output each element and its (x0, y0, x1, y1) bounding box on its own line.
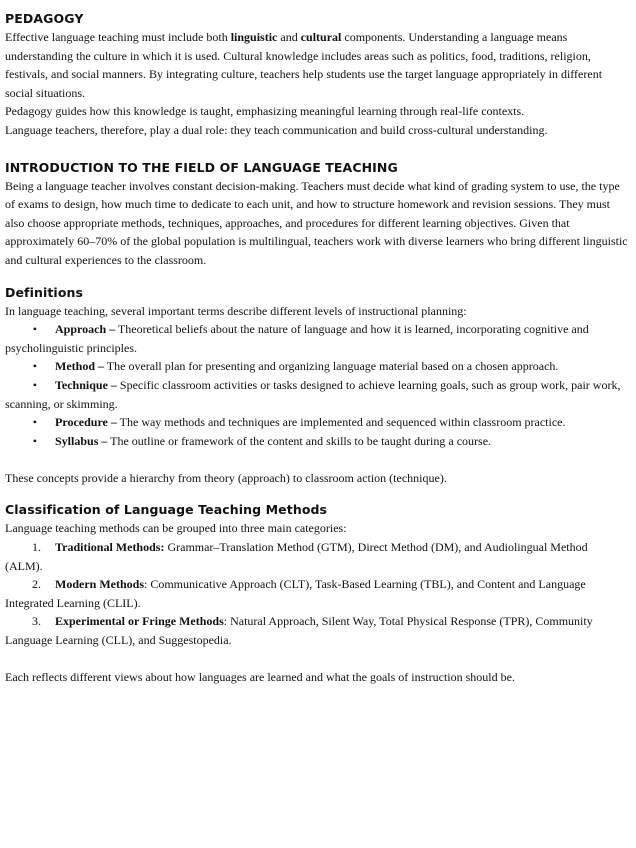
definition-term: Technique – (55, 377, 117, 392)
pedagogy-paragraph-3: Language teachers, therefore, play a dual role: they teach communication and build cross-cultural understanding. (5, 122, 548, 137)
introduction-paragraph: Being a language teacher involves constant decision-making. Teachers must decide what kind of grading system to use, the type of exams to design, how much time to dedicate to each unit, and how to structure homework and revision sessions. They must also choose appropriate methods, techniques, approaches, and procedures for different learning objectives. Given that approximately 60–70% of the global population is multilingual, teachers work with diverse learners who bring different linguistic and cultural experiences to the classroom. (5, 178, 628, 267)
definitions-intro: In language teaching, several important terms describe different levels of instructional planning: (5, 303, 467, 318)
pedagogy-paragraph-2: Pedagogy guides how this knowledge is taught, emphasizing meaningful learning through real-life contexts. (5, 104, 525, 119)
definition-text: The way methods and techniques are implemented and sequenced within classroom practice. (116, 415, 566, 430)
definition-item (5, 376, 628, 413)
definition-item (5, 413, 628, 432)
classification-intro: Language teaching methods can be grouped into three main categories: (5, 521, 347, 536)
classification-text: : Natural Approach, Silent Way, Total Physical Response (TPR), Community Language Learning (CLL), and Suggestopedia. (5, 614, 593, 648)
bullet-marker: • (32, 322, 37, 337)
classification-item (5, 612, 628, 649)
classification-term: Modern Methods (55, 577, 144, 592)
bullet-marker: • (32, 377, 37, 392)
number-marker: 3. (32, 614, 41, 629)
definitions-list (5, 320, 628, 450)
definition-term: Method – (55, 359, 104, 374)
definition-term: Procedure – (55, 415, 117, 430)
heading-introduction: INTRODUCTION TO THE FIELD OF LANGUAGE TEACHING (5, 159, 398, 175)
bullet-marker: • (32, 359, 37, 374)
text-run: components. Understanding a language means understanding the culture in which it is used. Cultural knowledge includes areas such as politics, food, traditions, religion, festivals, and social manners. By integrating culture, teachers help students use the target language appropriately in different social situations. (5, 30, 603, 100)
definition-text: The outline or framework of the content and skills to be taught during a course. (107, 433, 492, 448)
definitions-summary: These concepts provide a hierarchy from theory (approach) to classroom action (technique). (5, 470, 447, 485)
text-run: Effective language teaching must include both (5, 30, 231, 44)
classification-term: Traditional Methods: (55, 540, 165, 555)
definition-text: Specific classroom activities or tasks designed to achieve learning goals, such as group work, pair work, scanning, or skimming. (5, 377, 621, 411)
emphasis-linguistic: linguistic (230, 30, 278, 44)
classification-list (5, 538, 628, 650)
classification-closing: Each reflects different views about how languages are learned and what the goals of instruction should be. (5, 670, 515, 685)
definition-term: Syllabus – (55, 433, 108, 448)
pedagogy-paragraph-1 (5, 28, 628, 102)
definition-item (5, 432, 628, 451)
definition-text: Theoretical beliefs about the nature of language and how it is learned, incorporating cognitive and psycholinguistic principles. (5, 322, 589, 355)
bullet-marker: • (32, 433, 37, 448)
number-marker: 2. (32, 577, 41, 592)
definition-text: The overall plan for presenting and organizing language material based on a chosen approach. (104, 359, 559, 374)
definition-item (5, 357, 628, 376)
heading-pedagogy: PEDAGOGY (5, 11, 84, 26)
heading-definitions: Definitions (5, 284, 84, 300)
heading-classification: Classification of Language Teaching Methods (5, 502, 328, 518)
classification-term: Experimental or Fringe Methods (55, 614, 224, 629)
classification-text: : Communicative Approach (CLT), Task-Based Learning (TBL), and Content and Language Integrated Learning (CLIL). (5, 577, 586, 610)
classification-item (5, 538, 628, 575)
classification-item (5, 575, 628, 612)
text-run: and (277, 30, 301, 44)
definition-term: Approach – (55, 322, 116, 337)
definition-item (5, 320, 628, 357)
bullet-marker: • (32, 415, 37, 430)
emphasis-cultural: cultural (300, 30, 342, 44)
classification-text: Grammar–Translation Method (GTM), Direct Method (DM), and Audiolingual Method (ALM). (5, 540, 588, 573)
number-marker: 1. (32, 540, 41, 555)
